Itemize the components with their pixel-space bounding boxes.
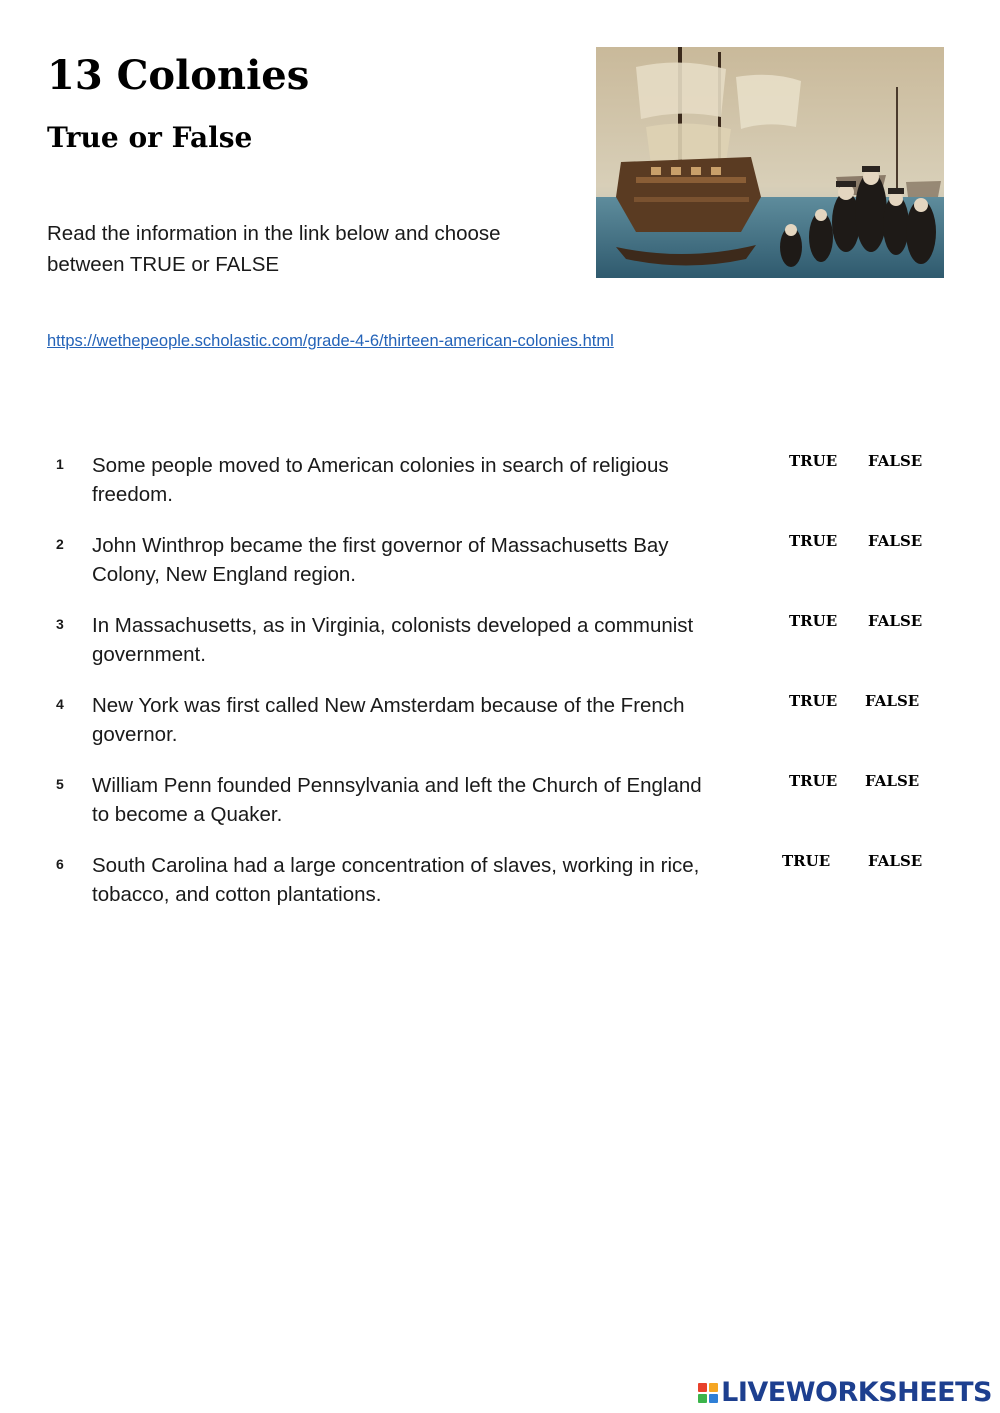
worksheet-subtitle: True or False [47, 121, 253, 154]
question-text: New York was first called New Amsterdam because of the French governor. [92, 694, 685, 746]
pilgrims-ship-painting [596, 47, 944, 278]
question-number: 3 [56, 616, 64, 632]
question-text: Some people moved to American colonies in search of religious freedom. [92, 454, 669, 506]
false-option[interactable]: FALSE [865, 692, 920, 710]
logo-text: LIVEWORKSHEETS [721, 1377, 992, 1408]
true-option[interactable]: TRUE [789, 692, 838, 710]
true-option[interactable]: TRUE [789, 612, 838, 630]
true-option[interactable]: TRUE [789, 452, 838, 470]
question-text: William Penn founded Pennsylvania and left the Church of England to become a Quaker. [92, 774, 702, 826]
question-number: 4 [56, 696, 64, 712]
question-number: 2 [56, 536, 64, 552]
question-text: In Massachusetts, as in Virginia, colonists developed a communist government. [92, 614, 694, 666]
source-link[interactable]: https://wethepeople.scholastic.com/grade-4-6/thirteen-american-colonies.html [47, 332, 614, 350]
false-option[interactable]: FALSE [868, 852, 923, 870]
false-option[interactable]: FALSE [868, 612, 923, 630]
true-option[interactable]: TRUE [789, 532, 838, 550]
question-number: 5 [56, 776, 64, 792]
false-option[interactable]: FALSE [868, 452, 923, 470]
question-number: 6 [56, 856, 64, 872]
worksheet-title: 13 Colonies [47, 52, 310, 99]
true-option[interactable]: TRUE [789, 772, 838, 790]
false-option[interactable]: FALSE [868, 532, 923, 550]
question-text: John Winthrop became the first governor of Massachusetts Bay Colony, New England region. [92, 534, 669, 586]
instructions-text: Read the information in the link below and choose between TRUE or FALSE [47, 222, 501, 276]
question-number: 1 [56, 456, 64, 472]
logo-square [698, 1394, 707, 1403]
logo-mark-icon [698, 1383, 718, 1403]
logo-square [698, 1383, 707, 1392]
logo-square [709, 1383, 718, 1392]
question-text: South Carolina had a large concentration of slaves, working in rice, tobacco, and cotton plantations. [92, 854, 700, 906]
liveworksheets-logo [698, 1377, 992, 1408]
false-option[interactable]: FALSE [865, 772, 920, 790]
logo-square [709, 1394, 718, 1403]
true-option[interactable]: TRUE [782, 852, 831, 870]
